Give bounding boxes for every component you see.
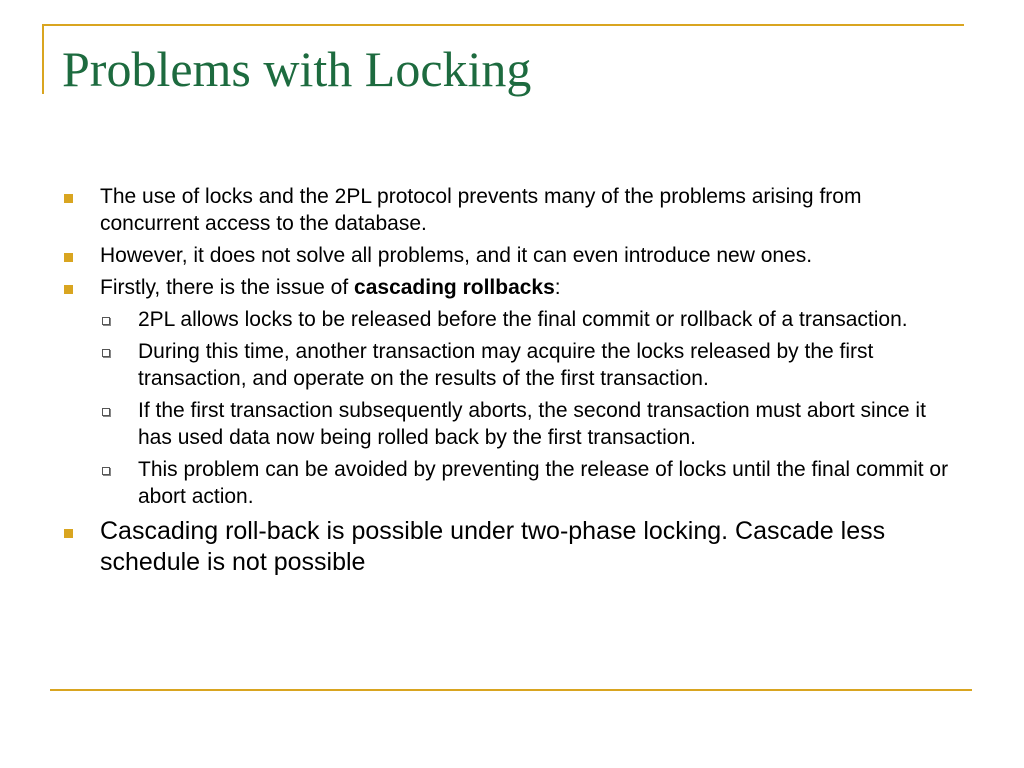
- bottom-rule: [50, 689, 972, 691]
- hollow-square-bullet-icon: [102, 467, 110, 475]
- sub-bullet-item: [60, 397, 960, 451]
- sub-bullet-text: During this time, another transaction may acquire the locks released by the first transaction, and operate on the results of the first transaction.: [138, 340, 874, 390]
- square-bullet-icon: [64, 285, 73, 294]
- hollow-square-bullet-icon: [102, 317, 110, 325]
- square-bullet-icon: [64, 194, 73, 203]
- top-rule: [42, 24, 964, 26]
- slide-body: [60, 183, 960, 583]
- bullet-text-suffix: :: [554, 276, 561, 299]
- bullet-item: [60, 274, 960, 301]
- hollow-square-bullet-icon: [102, 349, 110, 357]
- bullet-item: [60, 516, 960, 578]
- sub-bullet-text: If the first transaction subsequently aborts, the second transaction must abort since it has used data now being rolled back by the first transaction.: [138, 399, 926, 449]
- bullet-text: However, it does not solve all problems, and it can even introduce new ones.: [100, 244, 813, 267]
- sub-bullet-item: [60, 456, 960, 510]
- slide-title: Problems with Locking: [62, 41, 532, 97]
- square-bullet-icon: [64, 529, 73, 538]
- left-rule: [42, 24, 44, 94]
- hollow-square-bullet-icon: [102, 408, 110, 416]
- bullet-item: [60, 183, 960, 237]
- sub-bullet-item: [60, 338, 960, 392]
- square-bullet-icon: [64, 253, 73, 262]
- sub-bullet-text: 2PL allows locks to be released before the final commit or rollback of a transaction.: [138, 308, 908, 331]
- bullet-text: The use of locks and the 2PL protocol prevents many of the problems arising from concurrent access to the database.: [100, 185, 862, 235]
- sub-bullet-item: [60, 306, 960, 333]
- bullet-text: Cascading roll-back is possible under two-phase locking. Cascade less schedule is not possible: [100, 517, 886, 576]
- bullet-text-bold: cascading rollbacks: [354, 276, 555, 299]
- bullet-item: [60, 242, 960, 269]
- bullet-text-prefix: Firstly, there is the issue of: [100, 276, 355, 299]
- sub-bullet-text: This problem can be avoided by preventing the release of locks until the final commit or abort action.: [138, 458, 949, 508]
